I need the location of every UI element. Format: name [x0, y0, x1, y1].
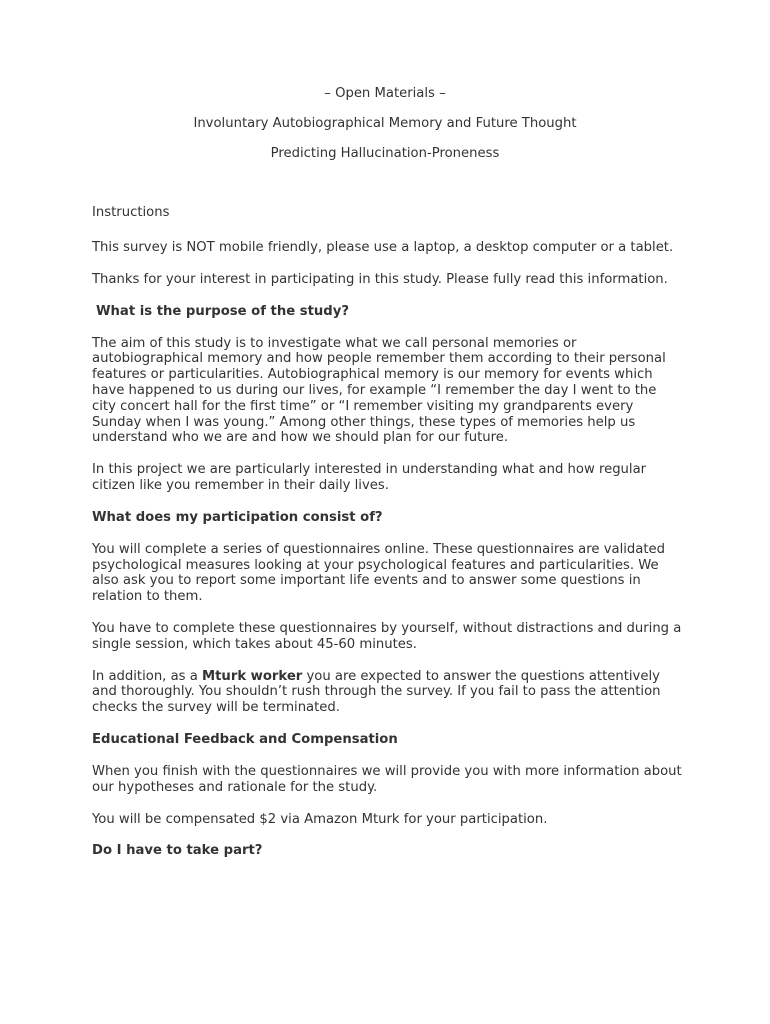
document-page: [92, 86, 682, 875]
participation-paragraph-1: You will complete a series of questionnaires online. These questionnaires are validated psychological measures looking at your psychological features and particularities. We also ask you to report some important life events and to answer some questions in relation to them.: [92, 541, 666, 605]
mturk-suffix: you are expected to answer the questions attentively and thoroughly. You shouldn’t rush through the survey. If you fail to pass the attention checks the survey will be terminated.: [92, 668, 661, 716]
feedback-paragraph-2: You will be compensated $2 via Amazon Mturk for your participation.: [92, 811, 548, 827]
mturk-prefix: In addition, as a: [92, 668, 202, 684]
purpose-paragraph-1: The aim of this study is to investigate what we call personal memories or autobiographical memory and how people remember them according to their personal features or particularities. Autobiographical memory is our memory for events which have happened to us during our lives, for example “I remember the day I went to the city concert hall for the first time” or “I remember visiting my grandparents every Sunday when I was young.” Among other things, these types of memories help us understand who we are and how we should plan for our future.: [92, 335, 666, 446]
instructions-label: Instructions: [92, 205, 170, 220]
participation-paragraph-3: [92, 669, 682, 716]
header-study-subtitle: Predicting Hallucination-Proneness: [270, 146, 500, 161]
purpose-heading: What is the purpose of the study?: [96, 303, 349, 319]
purpose-paragraph-2: In this project we are particularly interested in understanding what and how regular citizen like you remember in their daily lives.: [92, 462, 647, 493]
participation-paragraph-2: You have to complete these questionnaires by yourself, without distractions and during a single session, which takes about 45-60 minutes.: [92, 620, 682, 652]
mturk-worker-bold: Mturk worker: [202, 668, 303, 684]
header-open-materials: – Open Materials –: [324, 86, 446, 101]
take-part-heading: Do I have to take part?: [92, 843, 263, 859]
feedback-paragraph-1: When you finish with the questionnaires we will provide you with more information about our hypotheses and rationale for the study.: [92, 763, 682, 795]
header-study-title: Involuntary Autobiographical Memory and Future Thought: [193, 116, 577, 131]
participation-heading: What does my participation consist of?: [92, 509, 383, 525]
thanks-paragraph: Thanks for your interest in participating in this study. Please fully read this information.: [92, 271, 668, 287]
mobile-notice-paragraph: This survey is NOT mobile friendly, please use a laptop, a desktop computer or a tablet.: [92, 240, 674, 255]
feedback-heading: Educational Feedback and Compensation: [92, 731, 398, 747]
